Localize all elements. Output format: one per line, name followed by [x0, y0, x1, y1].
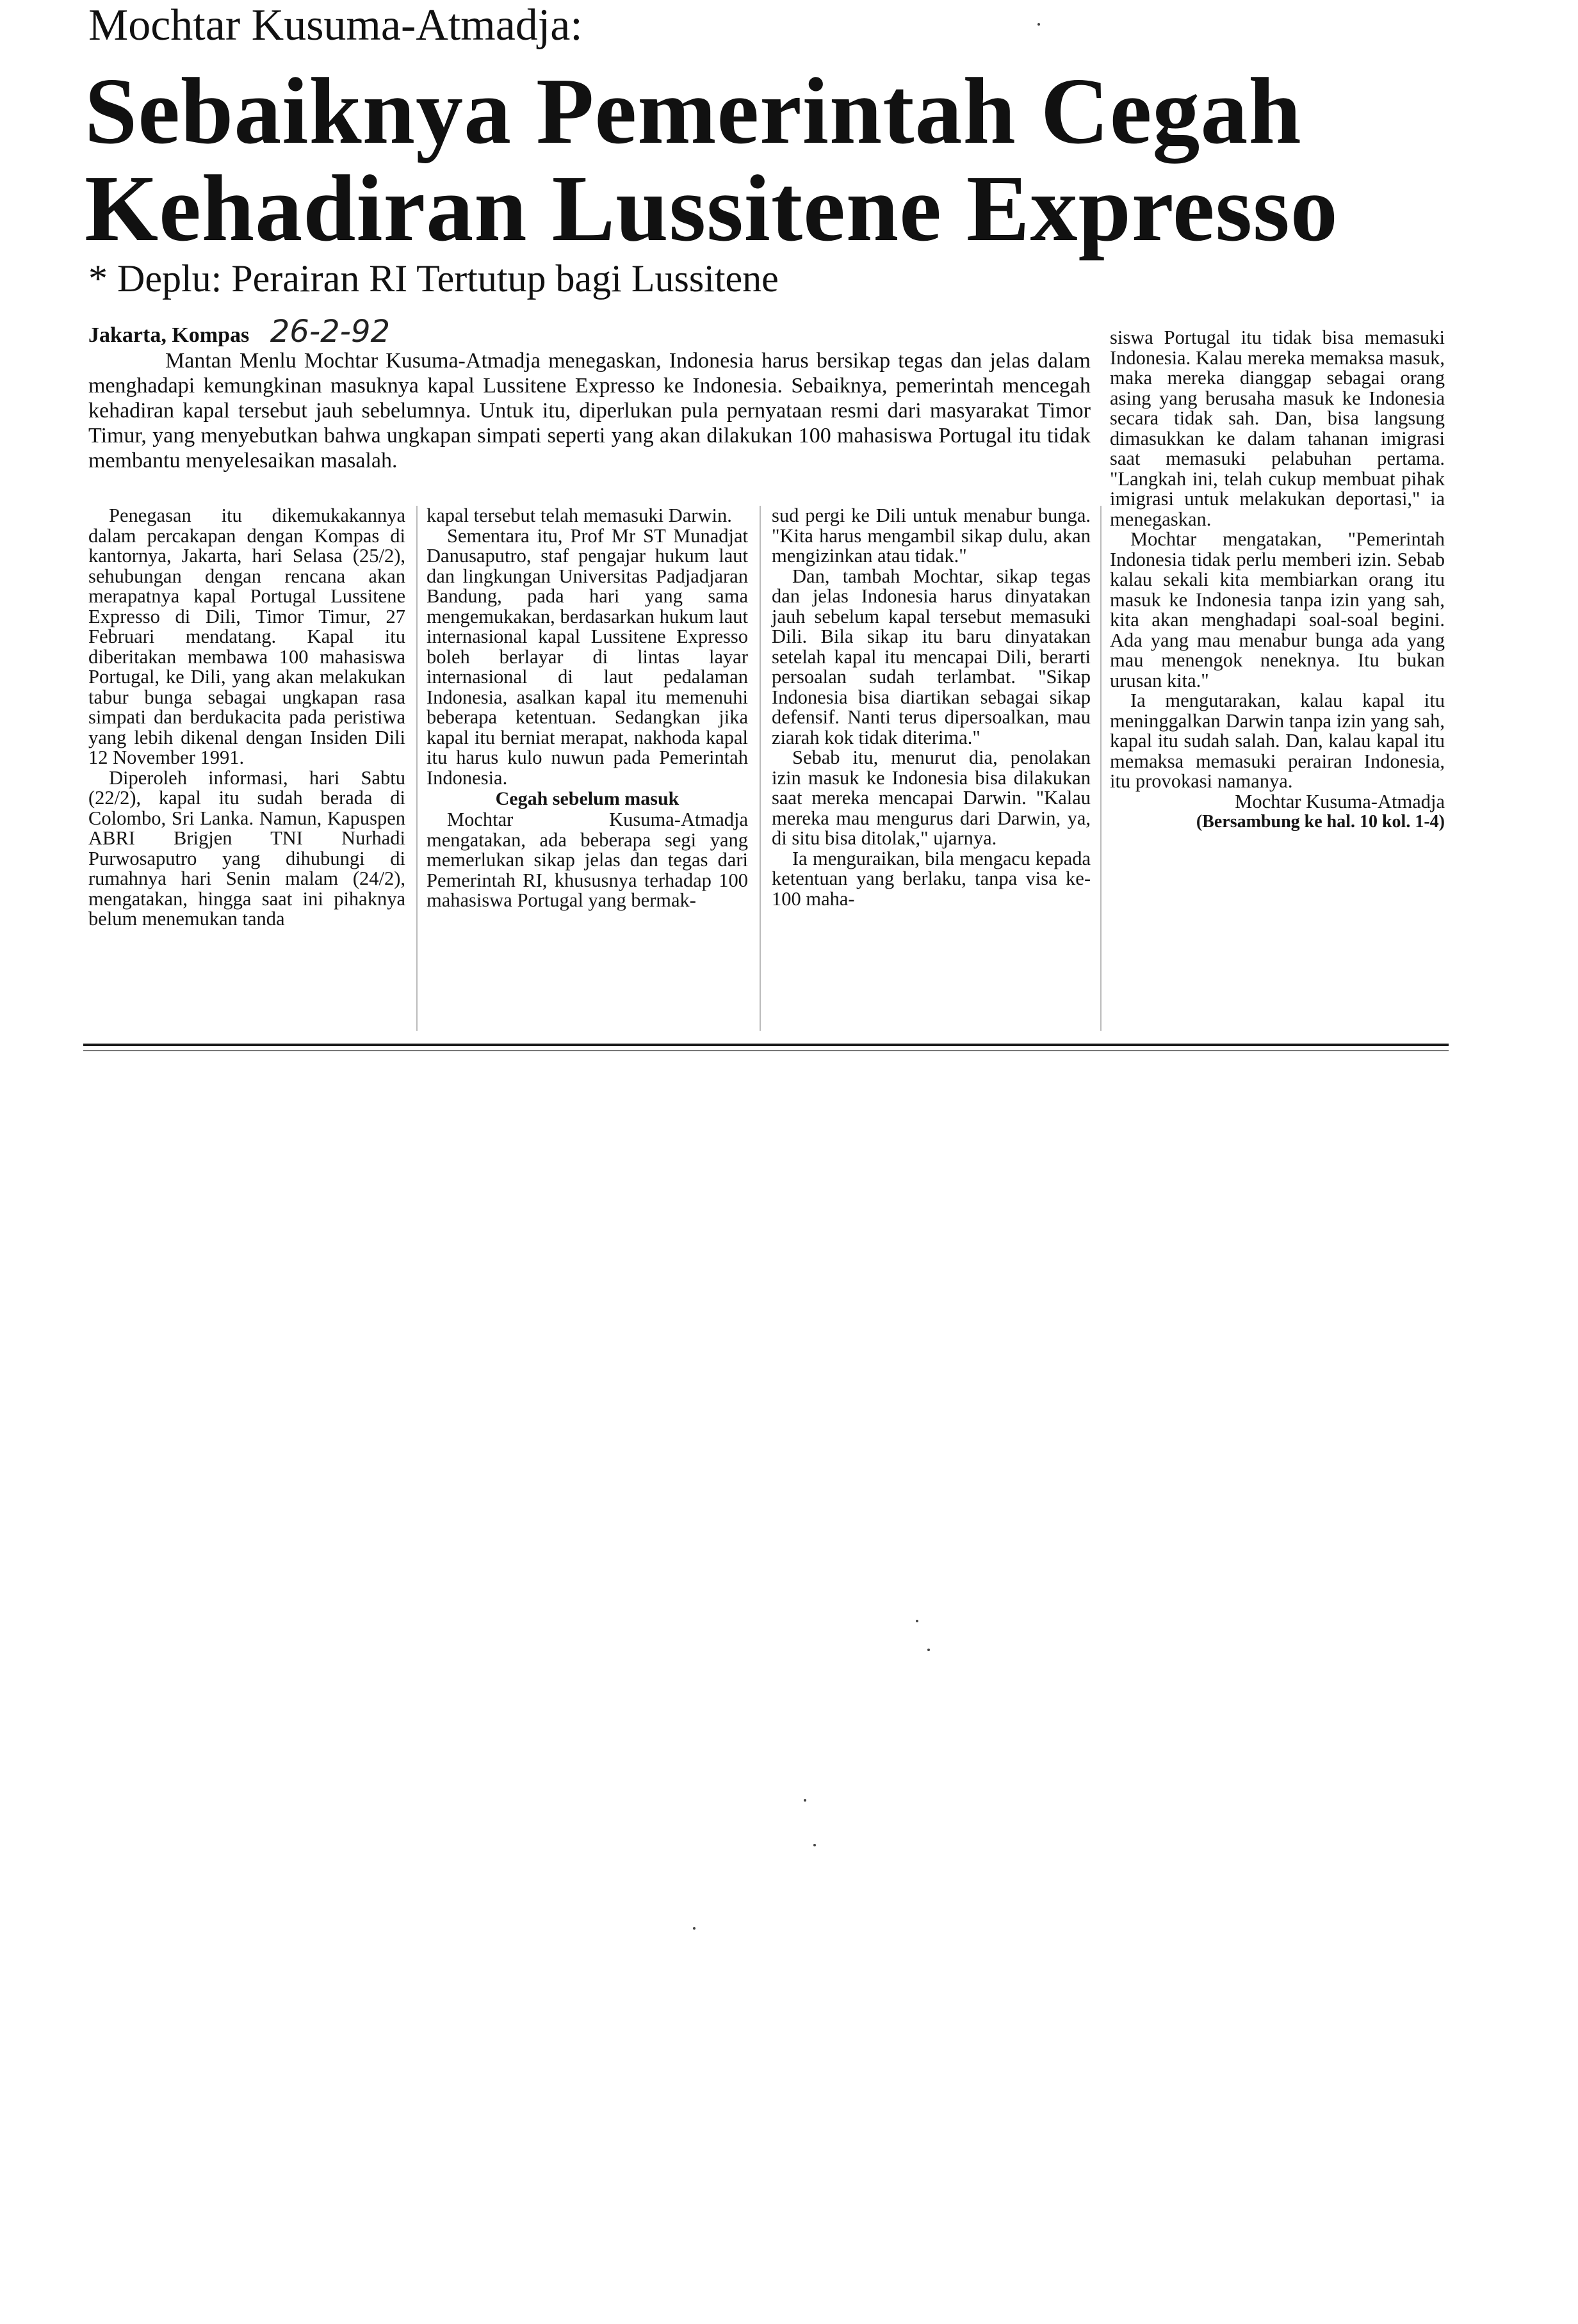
section-subhead: Cegah sebelum masuk — [495, 788, 679, 809]
paragraph: Diperoleh informasi, hari Sabtu (22/2), kapal itu sudah berada di Colombo, Sri Lanka. Namun, Kapuspen ABRI Brigjen TNI Nurhadi Purwosaputro yang dihubungi di rumahnya hari Senin malam (24/2), mengatakan, hingga saat ini pihaknya belum menemukan tanda — [88, 766, 405, 930]
lead-block — [88, 314, 1091, 473]
lead-paragraph: Mantan Menlu Mochtar Kusuma-Atmadja menegaskan, Indonesia harus bersikap tegas dan jelas dalam menghadapi kemungkinan masuknya kapal Lussitene Expresso ke Indonesia. Sebaiknya, pemerintah mencegah kehadiran kapal tersebut jauh sebelumnya. Untuk itu, diperlukan pula pernyataan resmi dari masyarakat Timor Timur, yang menyebutkan bahwa ungkapan simpati seperti yang akan dilakukan 100 mahasiswa Portugal itu tidak membantu menyelesaikan masalah. — [88, 349, 1091, 472]
paragraph: siswa Portugal itu tidak bisa memasuki Indonesia. Kalau mereka memaksa masuk, maka mereka dianggap sebagai orang asing yang berusaha masuk ke Indonesia secara tidak sah. Dan, bisa langsung dimasukkan ke dalam tahanan imigrasi saat memasuki pelabuhan pertama. "Langkah ini, telah cukup membuat pihak imigrasi untuk melakukan deportasi," ia menegaskan. — [1110, 327, 1445, 530]
scan-speck — [813, 1844, 816, 1846]
column-divider — [1100, 506, 1102, 1031]
dateline-row — [88, 314, 1091, 350]
continuation-note: (Bersambung ke hal. 10 kol. 1-4) — [1196, 812, 1445, 832]
scan-speck — [927, 1649, 930, 1651]
paragraph: Dan, tambah Mochtar, sikap tegas dan jelas Indonesia harus dinyatakan jauh sebelum kapal tersebut memasuki Dili. Bila sikap itu baru dinyatakan setelah kapal itu mencapai Dili, berarti persoalan sudah terlambat. "Sikap Indonesia bisa diartikan sebagai sikap defensif. Nanti terus dipersoalkan, mau ziarah kok tidak diterima." — [772, 565, 1091, 748]
column-3 — [772, 506, 1091, 909]
headline-line-2: Kehadiran Lussitene Expresso — [85, 156, 1338, 261]
paragraph: sud pergi ke Dili untuk menabur bunga. "Kita harus mengambil sikap dulu, akan mengizinkan atau tidak." — [772, 504, 1091, 567]
paragraph: Ia mengutarakan, kalau kapal itu meninggalkan Darwin tanpa izin yang sah, kapal itu sudah salah. Dan, kalau kapal itu memaksa memasuki perairan Indonesia, itu provokasi namanya. — [1110, 690, 1445, 792]
headline — [85, 59, 1481, 261]
bottom-rule-thin — [83, 1050, 1449, 1051]
scan-speck — [916, 1620, 918, 1622]
subhead: * Deplu: Perairan RI Tertutup bagi Lussitene — [88, 257, 779, 300]
column-4 — [1110, 328, 1445, 832]
paragraph: Ia menguraikan, bila mengacu kepada ketentuan yang berlaku, tanpa visa ke-100 maha- — [772, 847, 1091, 910]
column-2 — [427, 506, 748, 911]
handwritten-date: 26-2-92 — [270, 314, 391, 350]
column-1 — [88, 506, 405, 930]
bottom-rule — [83, 1044, 1449, 1046]
kicker: Mochtar Kusuma-Atmadja: — [88, 1, 583, 50]
scan-speck — [1037, 23, 1040, 26]
paragraph: kapal tersebut telah memasuki Darwin. — [427, 504, 732, 526]
signature: Mochtar Kusuma-Atmadja — [1235, 790, 1445, 812]
column-divider — [416, 506, 418, 1031]
paragraph: Mochtar Kusuma-Atmadja mengatakan, ada beberapa segi yang memerlukan sikap jelas dan tegas dari Pemerintah RI, khususnya terhadap 100 mahasiswa Portugal yang bermak- — [427, 809, 748, 911]
scan-speck — [804, 1799, 806, 1802]
paragraph: Sementara itu, Prof Mr ST Munadjat Danusaputro, staf pengajar hukum laut dan lingkungan Universitas Padjadjaran Bandung, pada hari yang sama mengemukakan, berdasarkan hukum laut internasional kapal Lussitene Expresso boleh berlayar di lintas layar internasional di laut pedalaman Indonesia, asalkan kapal itu memenuhi beberapa ketentuan. Sedangkan jika kapal itu berniat merapat, nakhoda kapal itu harus kulo nuwun pada Pemerintah Indonesia. — [427, 524, 748, 789]
paragraph: Penegasan itu dikemukakannya dalam percakapan dengan Kompas di kantornya, Jakarta, hari Selasa (25/2), sehubungan dengan rencana akan merapatnya kapal Portugal Lussitene Expresso di Dili, Timor Timur, 27 Februari mendatang. Kapal itu diberitakan membawa 100 mahasiswa Portugal, ke Dili, yang akan melakukan tabur bunga sebagai ungkapan rasa simpati dan berdukacita pada peristiwa yang lebih dikenal dengan Insiden Dili 12 November 1991. — [88, 504, 405, 768]
paragraph: Sebab itu, menurut dia, penolakan izin masuk ke Indonesia bisa dilakukan saat mereka mencapai Darwin. "Kalau mereka mau mengurus dari Darwin, ya, di situ bisa ditolak," ujarnya. — [772, 746, 1091, 849]
paragraph: Mochtar mengatakan, "Pemerintah Indonesia tidak perlu memberi izin. Sebab kalau sekali kita membiarkan orang itu masuk ke Indonesia tanpa izin yang sah, kita akan menghadapi soal-soal begini. Ada yang mau menabur bunga ada yang mau menengok neneknya. Itu bukan urusan kita." — [1110, 528, 1445, 691]
headline-line-1: Sebaiknya Pemerintah Cegah — [85, 59, 1302, 164]
scan-speck — [693, 1927, 695, 1930]
dateline: Jakarta, Kompas — [88, 323, 250, 347]
column-divider — [760, 506, 761, 1031]
